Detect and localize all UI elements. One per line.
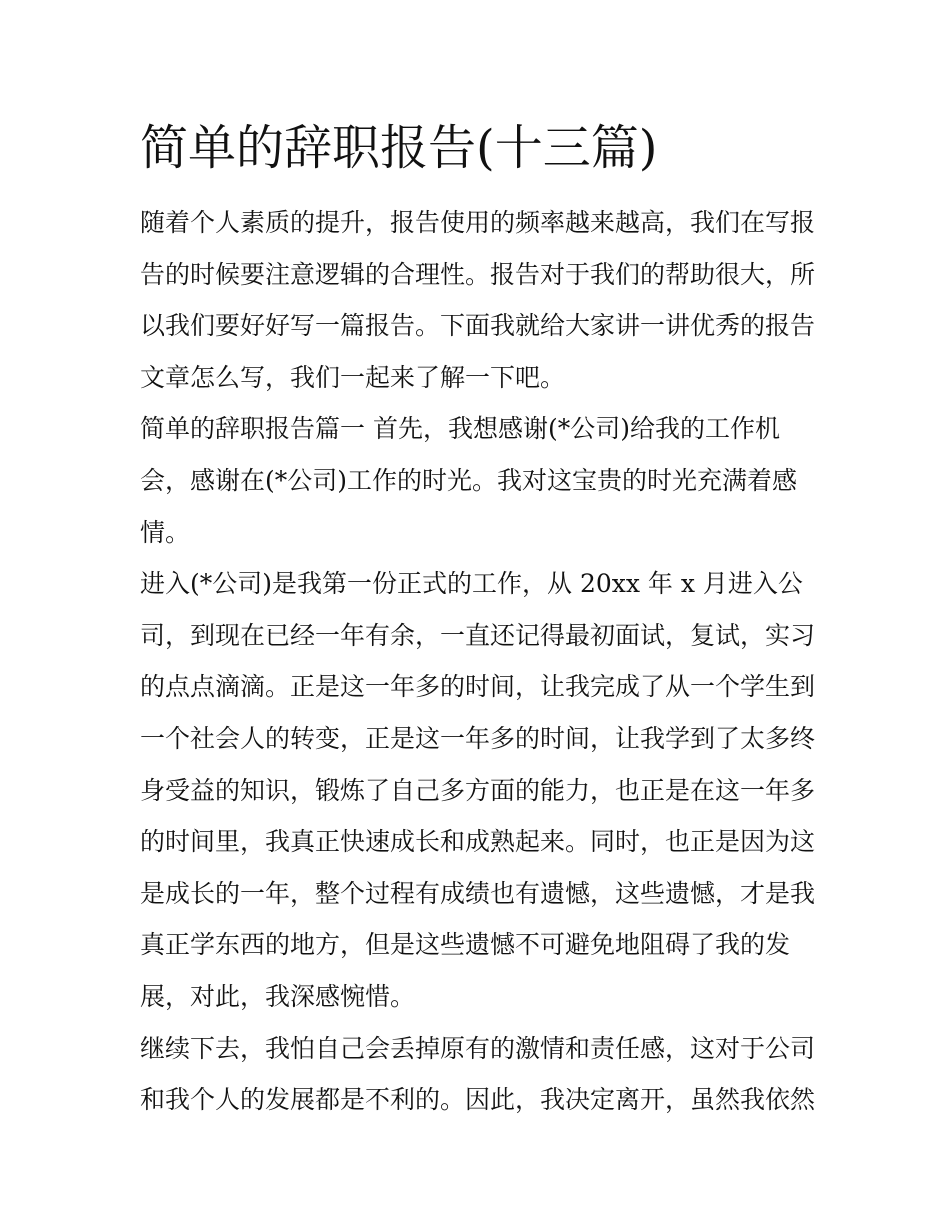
body-line: 以我们要好好写一篇报告。下面我就给大家讲一讲优秀的报告 [140,311,816,341]
body-line: 的时间里，我真正快速成长和成熟起来。同时，也正是因为这 [140,827,816,857]
body-line: 随着个人素质的提升，报告使用的频率越来越高，我们在写报 [140,208,816,237]
body-line: 和我个人的发展都是不利的。因此，我决定离开，虽然我依然 [140,1085,816,1115]
body-line: 情。 [140,517,191,547]
body-line: 简单的辞职报告篇一 首先，我想感谢(*公司)给我的工作机 [140,414,780,444]
body-line: 展，对此，我深感惋惜。 [140,981,416,1011]
body-line: 继续下去，我怕自己会丢掉原有的激情和责任感，这对于公司 [140,1033,816,1063]
body-line: 会，感谢在(*公司)工作的时光。我对这宝贵的时光充满着感 [140,465,798,495]
body-line: 身受益的知识，锻炼了自己多方面的能力，也正是在这一年多 [140,775,816,805]
body-line: 一个社会人的转变，正是这一年多的时间，让我学到了太多终 [140,723,816,753]
body-line: 真正学东西的地方，但是这些遗憾不可避免地阻碍了我的发 [140,930,791,960]
body-line: 的点点滴滴。正是这一年多的时间，让我完成了从一个学生到 [140,672,816,702]
document-body [140,197,816,1126]
document-title: 简单的辞职报告(十三篇) [140,120,658,176]
body-line: 司，到现在已经一年有余，一直还记得最初面试，复试，实习 [140,620,816,650]
body-line: 文章怎么写，我们一起来了解一下吧。 [140,362,566,392]
body-line: 是成长的一年，整个过程有成绩也有遗憾，这些遗憾，才是我 [140,878,816,908]
body-line: 告的时候要注意逻辑的合理性。报告对于我们的帮助很大，所 [140,259,816,289]
body-line: 进入(*公司)是我第一份正式的工作，从 20xx 年 x 月进入公 [140,569,803,599]
